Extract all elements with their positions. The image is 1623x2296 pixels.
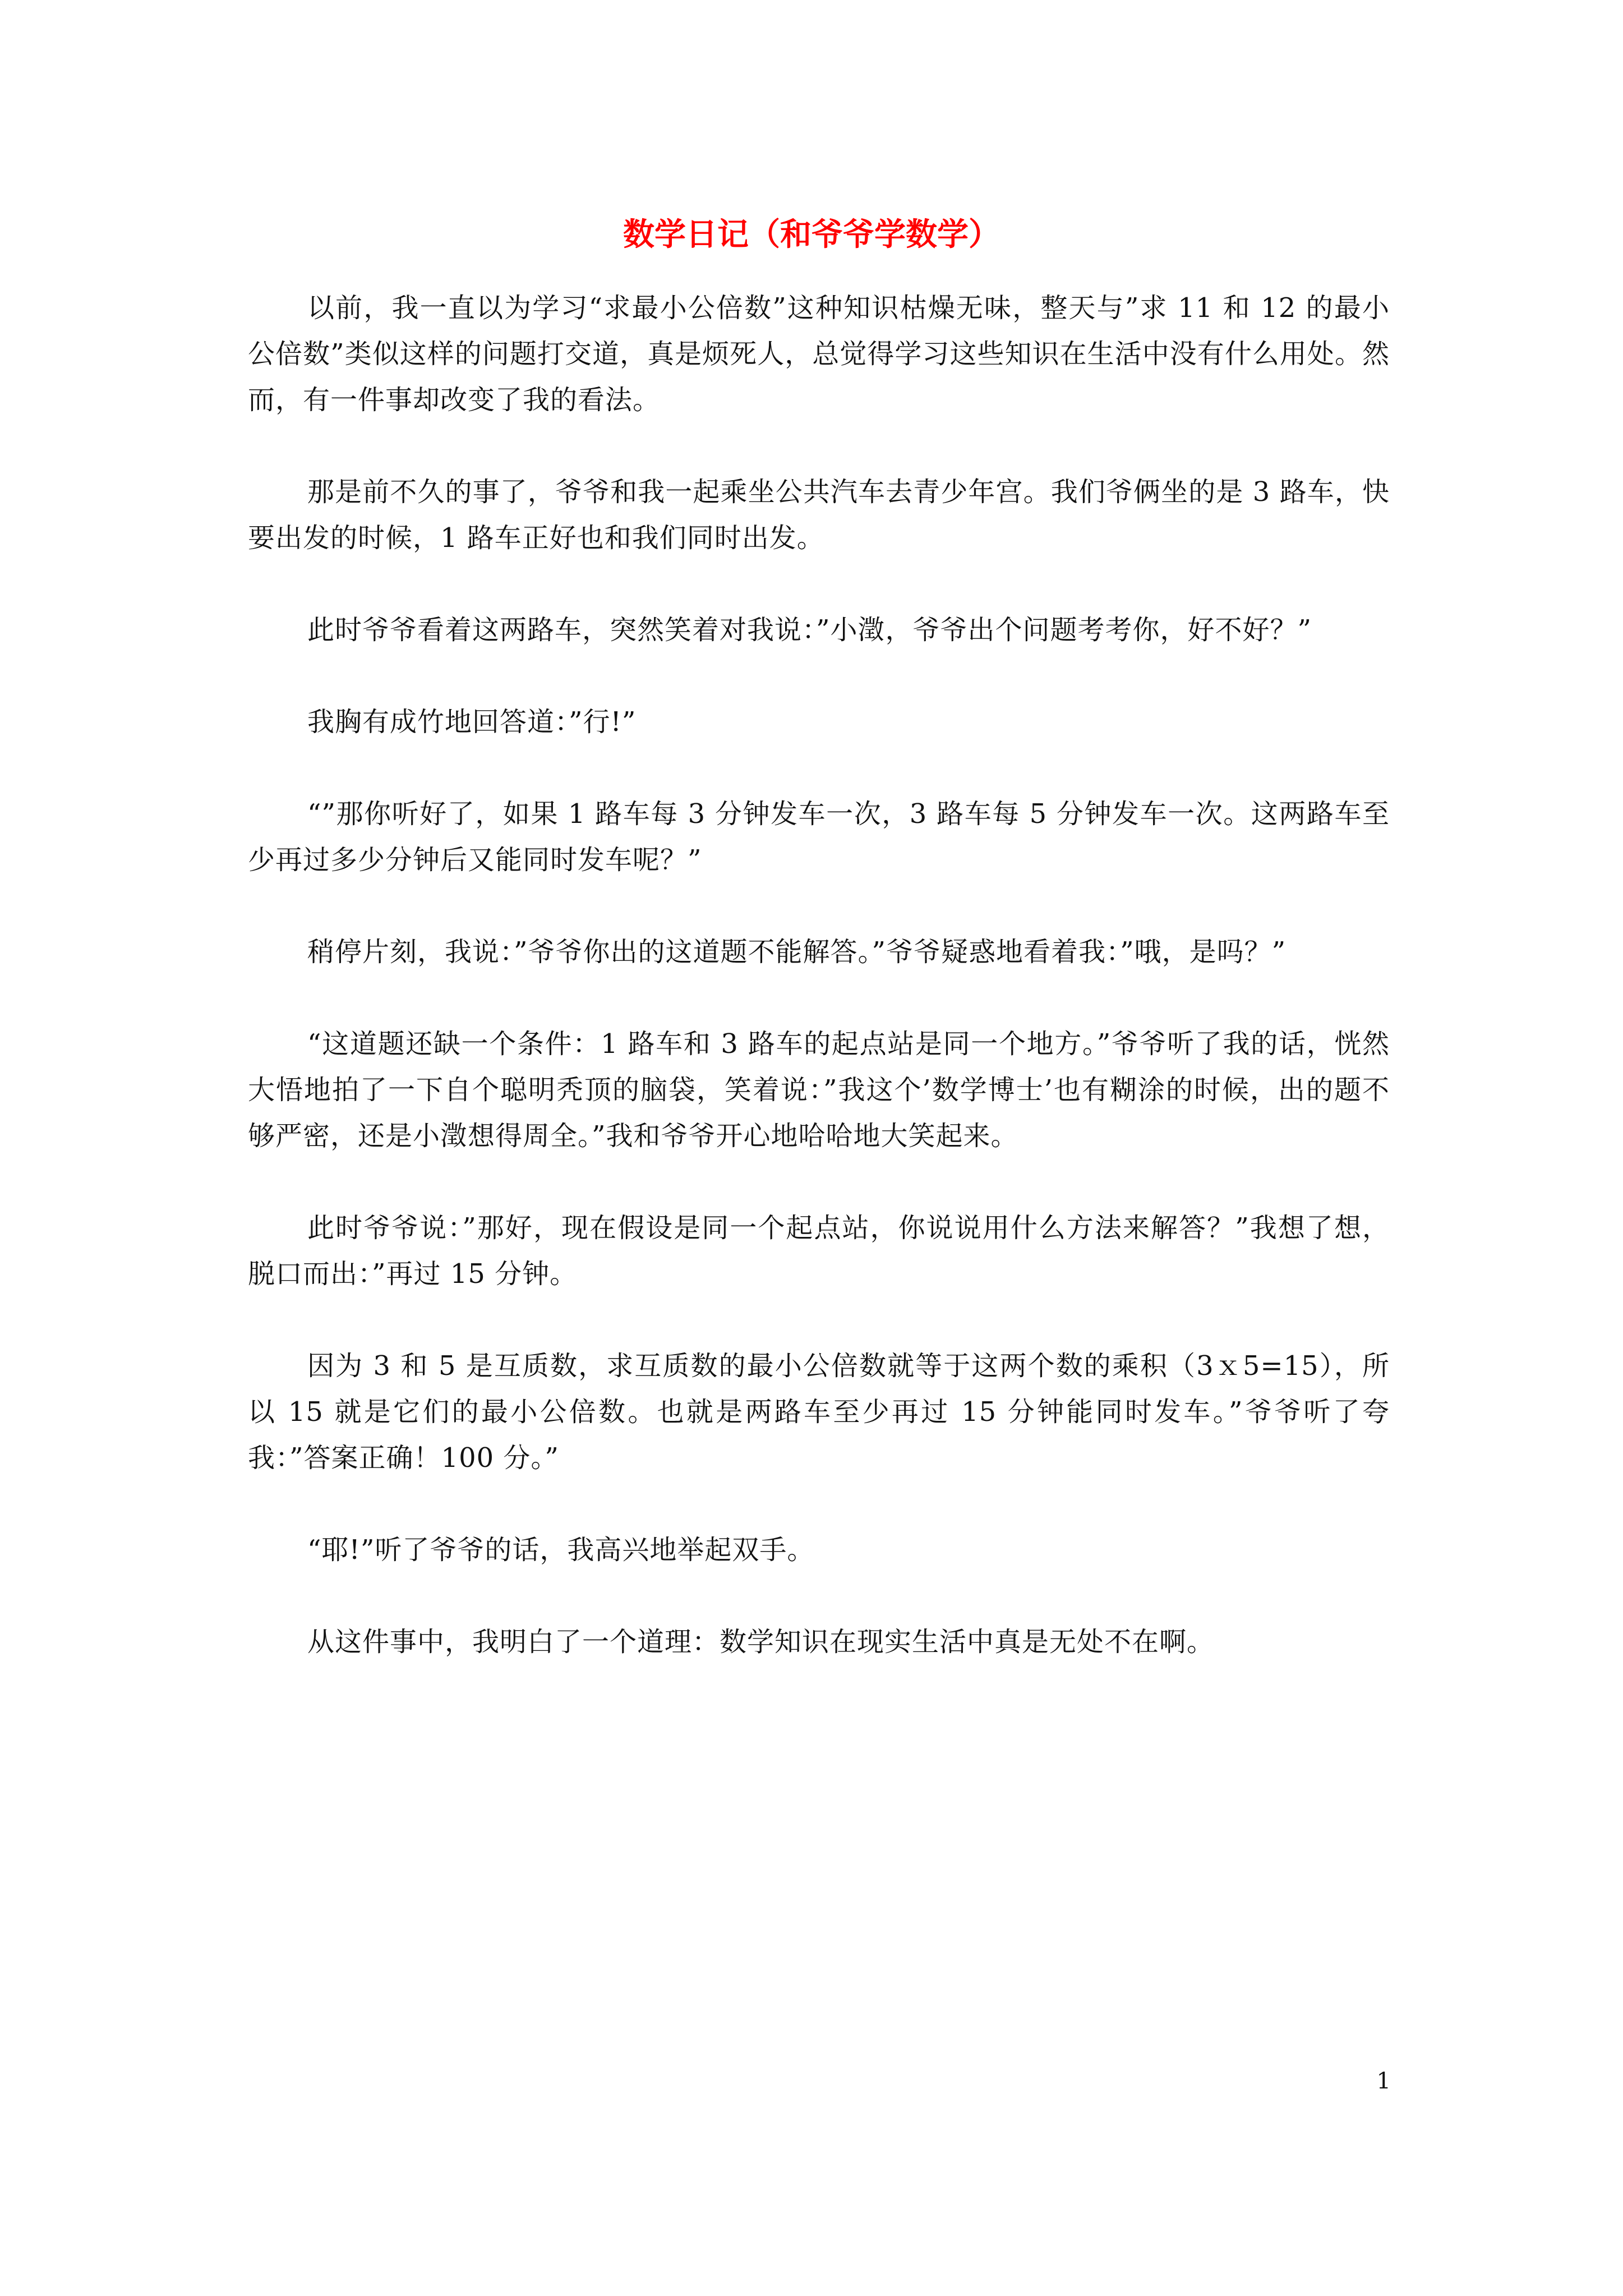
paragraph: 此时爷爷看着这两路车，突然笑着对我说：”小澂，爷爷出个问题考考你，好不好？” [307, 614, 1312, 646]
paragraph: 从这件事中，我明白了一个道理：数学知识在现实生活中真是无处不在啊。 [307, 1626, 1215, 1658]
paragraph: 此时爷爷说：”那好，现在假设是同一个起点站，你说说用什么方法来解答？”我想了想，脱口而出：”再过 15 分钟。 [248, 1212, 1390, 1290]
paragraph: 我胸有成竹地回答道：”行!” [307, 706, 637, 738]
document-title: 数学日记（和爷爷学数学） [623, 216, 1000, 253]
paragraph: 稍停片刻，我说：”爷爷你出的这道题不能解答。”爷爷疑惑地看着我：”哦，是吗？” [307, 936, 1287, 968]
paragraph: 以前，我一直以为学习“求最小公倍数”这种知识枯燥无味，整天与”求 11 和 12 的最小公倍数”类似这样的问题打交道，真是烦死人，总觉得学习这些知识在生活中没有什么用处。然而，有一件事却改变了我的看法。 [248, 292, 1390, 416]
paragraph: “这道题还缺一个条件：1 路车和 3 路车的起点站是同一个地方。”爷爷听了我的话，恍然大悟地拍了一下自个聪明秃顶的脑袋，笑着说：”我这个’数学博士’也有糊涂的时候，出的题不够严密，还是小澂想得周全。”我和爷爷开心地哈哈地大笑起来。 [248, 1028, 1390, 1152]
paragraph: “”那你听好了，如果 1 路车每 3 分钟发车一次，3 路车每 5 分钟发车一次。这两路车至少再过多少分钟后又能同时发车呢？” [248, 798, 1390, 876]
paragraph: “耶!”听了爷爷的话，我高兴地举起双手。 [307, 1534, 815, 1566]
paragraph: 那是前不久的事了，爷爷和我一起乘坐公共汽车去青少年宫。我们爷俩坐的是 3 路车，快要出发的时候，1 路车正好也和我们同时出发。 [248, 476, 1390, 554]
page-number: 1 [1376, 2068, 1391, 2094]
document-body [248, 285, 1390, 1711]
paragraph: 因为 3 和 5 是互质数，求互质数的最小公倍数就等于这两个数的乘积（3ｘ5=15），所以 15 就是它们的最小公倍数。也就是两路车至少再过 15 分钟能同时发车。”爷爷听了夸我：”答案正确！100 分。” [248, 1350, 1390, 1474]
